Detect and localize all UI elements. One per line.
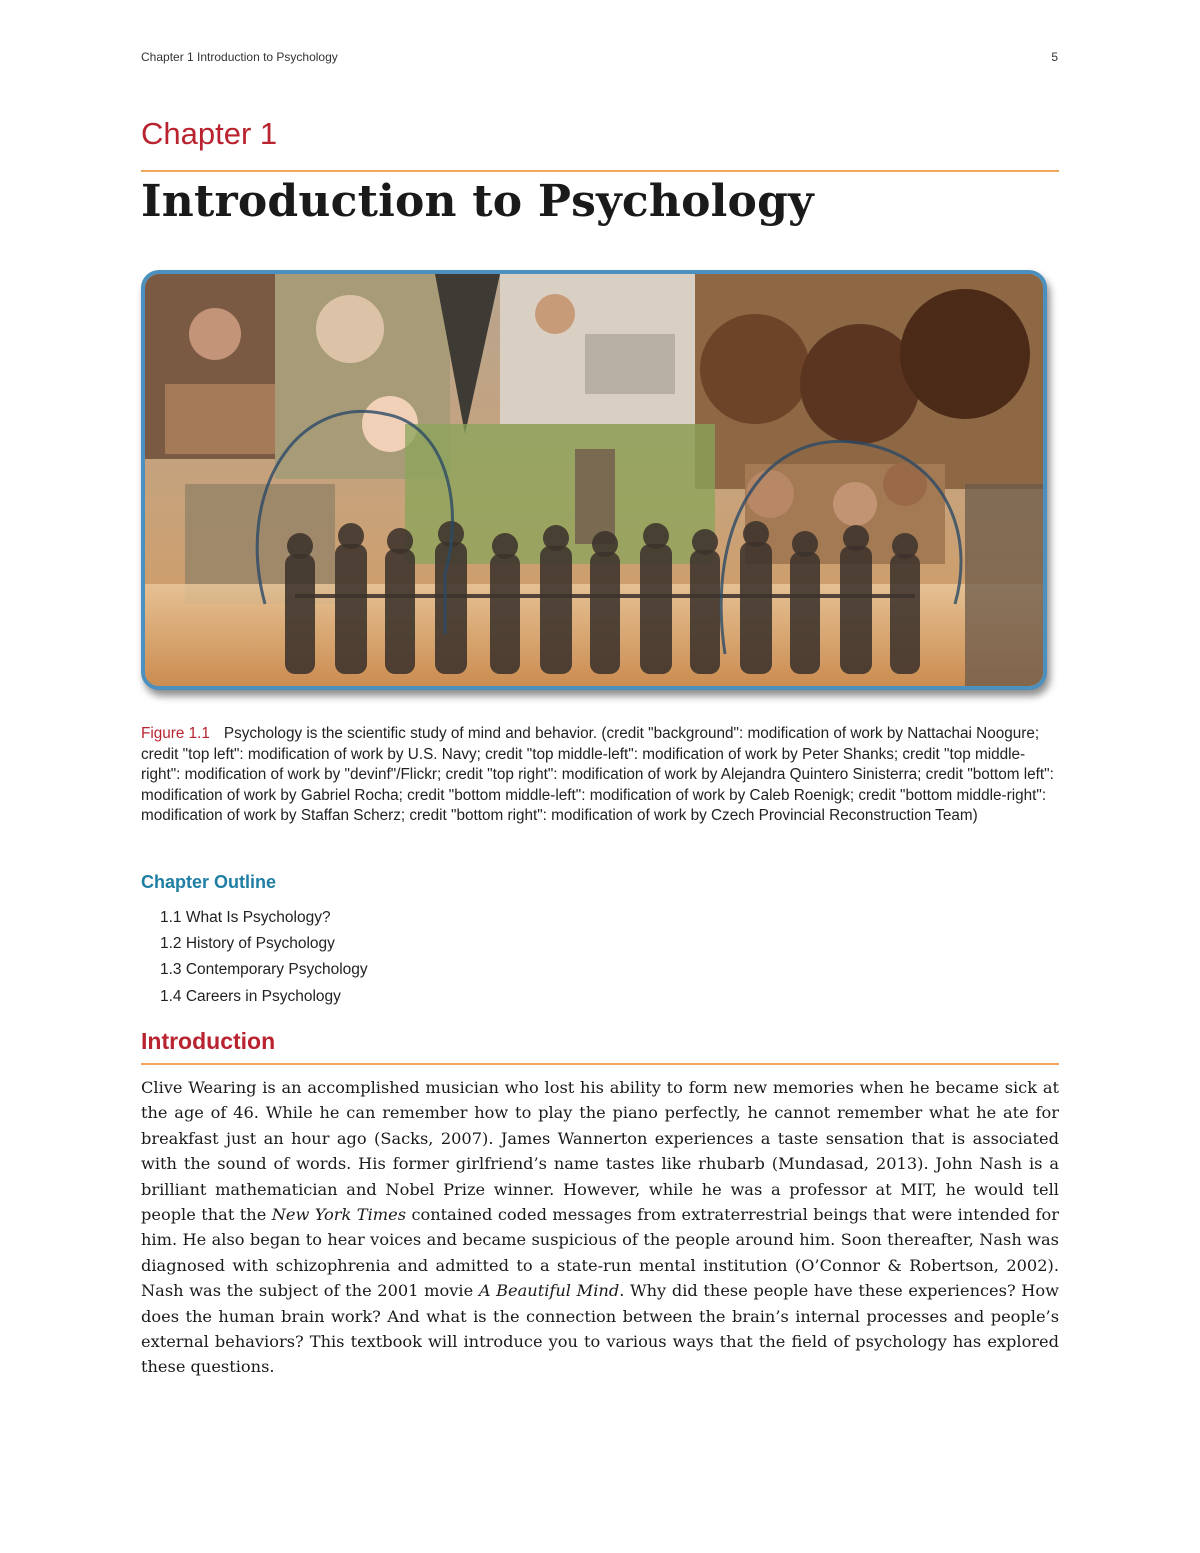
figure-caption — [141, 724, 1061, 827]
intro-text-1: Clive Wearing is an accomplished musician who lost his ability to form new memories when he became sick at the age of 46. While he can remember how to play the piano perfectly, he cannot remember what he ate for breakfast just an hour ago (Sacks, 2007). James Wannerton experiences a taste sensation that is associated with the sound of words. His former girlfriend’s name tastes like rhubarb (Mundasad, 2013). John Nash is a brilliant mathematician and Nobel Prize winner. However, while he was a professor at MIT, he would tell people that the — [141, 1078, 1059, 1225]
figure-label: Figure 1.1 — [141, 725, 210, 742]
chapter-divider — [141, 170, 1059, 172]
intro-text-2: contained coded messages from extraterrestrial beings that were intended for him. He also began to hear voices and became suspicious of the people around him. Soon thereafter, Nash was diagnosed with schizophrenia and admitted to a state-run mental institution (O’Connor & Robertson, 2002). Nash was the subject of the 2001 movie — [141, 1205, 1059, 1301]
outline-item[interactable]: 1.2 History of Psychology — [160, 935, 335, 953]
introduction-heading: Introduction — [141, 1028, 276, 1054]
introduction-divider — [141, 1063, 1059, 1065]
chapter-outline-title: Chapter Outline — [141, 872, 277, 892]
intro-text-3: . Why did these people have these experiences? How does the human brain work? And what is the connection between the brain’s internal processes and people’s external behaviors? This textbook will introduce you to various ways that the field of psychology has explored these questions. — [141, 1281, 1059, 1377]
outline-item[interactable]: 1.4 Careers in Psychology — [160, 987, 341, 1005]
running-head-title: Chapter 1 Introduction to Psychology — [141, 50, 338, 64]
outline-item[interactable]: 1.3 Contemporary Psychology — [160, 961, 368, 979]
intro-italic-newspaper: New York Times — [271, 1205, 406, 1225]
collage-image — [145, 274, 1043, 686]
chapter-outline-list — [160, 905, 368, 1010]
outline-item[interactable]: 1.1 What Is Psychology? — [160, 909, 331, 926]
chapter-title: Introduction to Psychology — [141, 176, 814, 227]
figure-caption-text: Psychology is the scientific study of mind and behavior. (credit "background": modification of work by Nattachai Noogure; credit "top left": modification of work by U.S. Navy; credit "top middle-left": modification of work by Peter Shanks; credit "top middle-right": modification of work by "devinf"/Flickr; credit "top right": modification of work by Alejandra Quintero Sinisterra; credit "bottom left": modification of work by Gabriel Rocha; credit "bottom middle-left": modification of work by Caleb Roenigk; credit "bottom middle-right": modification of work by Staffan Scherz; credit "bottom right": modification of work by Czech Provincial Reconstruction Team) — [141, 725, 1054, 825]
page-number: 5 — [1051, 50, 1058, 64]
chapter-label: Chapter 1 — [141, 116, 278, 151]
running-head — [141, 50, 1058, 64]
introduction-paragraph — [141, 1075, 1059, 1380]
figure-image — [141, 270, 1047, 690]
intro-italic-movie: A Beautiful Mind — [478, 1281, 620, 1301]
